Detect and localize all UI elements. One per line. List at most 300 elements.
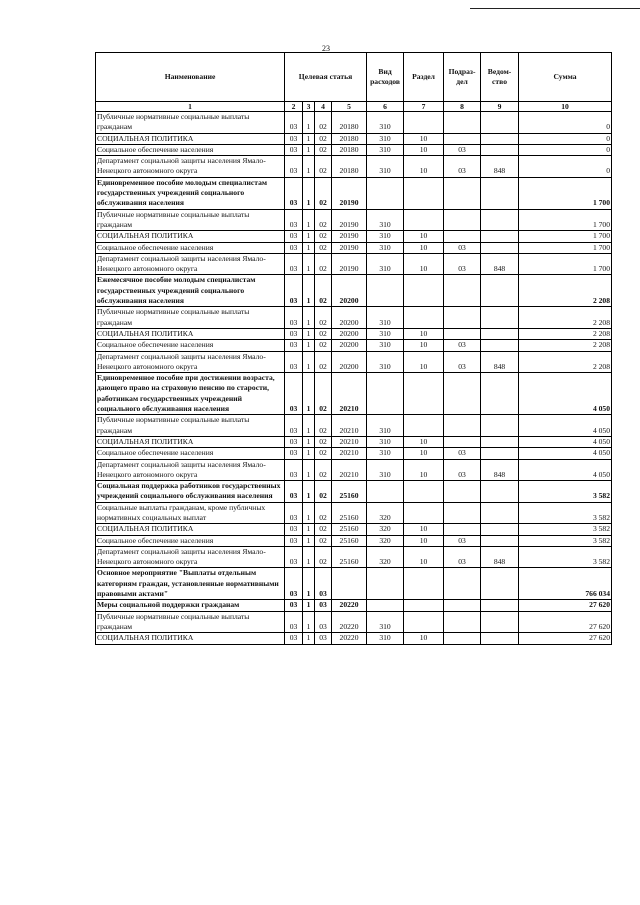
target-article-program: 03 bbox=[285, 112, 303, 134]
table-row bbox=[96, 156, 612, 178]
expense-type-code: 310 bbox=[367, 144, 404, 155]
page-number: 23 bbox=[322, 44, 330, 53]
column-number: 6 bbox=[367, 102, 404, 112]
table-row bbox=[96, 275, 612, 307]
department-code bbox=[481, 231, 519, 242]
target-article-event: 02 bbox=[315, 177, 332, 209]
target-article-event: 02 bbox=[315, 307, 332, 329]
expense-type-code: 320 bbox=[367, 524, 404, 535]
subsection-code bbox=[444, 307, 481, 329]
target-article-direction: 20200 bbox=[332, 328, 367, 339]
table-row bbox=[96, 568, 612, 600]
amount-value: 3 582 bbox=[519, 524, 612, 535]
row-name: Основное мероприятие "Выплаты отдельным категориям граждан, установленные нормативными правовыми актами" bbox=[96, 568, 285, 600]
amount-value: 3 582 bbox=[519, 481, 612, 503]
department-code bbox=[481, 436, 519, 447]
row-name: Социальные выплаты гражданам, кроме публичных нормативных социальных выплат bbox=[96, 502, 285, 524]
target-article-subprogram: 1 bbox=[303, 340, 315, 351]
target-article-event: 02 bbox=[315, 242, 332, 253]
target-article-program: 03 bbox=[285, 481, 303, 503]
target-article-program: 03 bbox=[285, 253, 303, 275]
column-number: 10 bbox=[519, 102, 612, 112]
table-row bbox=[96, 633, 612, 644]
department-code bbox=[481, 502, 519, 524]
department-code bbox=[481, 633, 519, 644]
target-article-direction: 20210 bbox=[332, 436, 367, 447]
amount-value: 2 208 bbox=[519, 328, 612, 339]
column-number: 5 bbox=[332, 102, 367, 112]
target-article-program: 03 bbox=[285, 177, 303, 209]
amount-value: 4 050 bbox=[519, 373, 612, 415]
table-row bbox=[96, 307, 612, 329]
section-code bbox=[404, 568, 444, 600]
target-article-event: 02 bbox=[315, 340, 332, 351]
row-name: СОЦИАЛЬНАЯ ПОЛИТИКА bbox=[96, 633, 285, 644]
target-article-program: 03 bbox=[285, 436, 303, 447]
expense-type-code: 320 bbox=[367, 502, 404, 524]
table-row bbox=[96, 546, 612, 568]
subsection-code: 03 bbox=[444, 156, 481, 178]
target-article-direction: 25160 bbox=[332, 502, 367, 524]
expense-type-code: 310 bbox=[367, 415, 404, 437]
amount-value: 4 050 bbox=[519, 459, 612, 481]
amount-value: 2 208 bbox=[519, 340, 612, 351]
amount-value: 4 050 bbox=[519, 448, 612, 459]
table-row bbox=[96, 177, 612, 209]
target-article-program: 03 bbox=[285, 156, 303, 178]
table-row bbox=[96, 133, 612, 144]
row-name: СОЦИАЛЬНАЯ ПОЛИТИКА bbox=[96, 231, 285, 242]
target-article-direction: 20210 bbox=[332, 459, 367, 481]
target-article-subprogram: 1 bbox=[303, 307, 315, 329]
target-article-subprogram: 1 bbox=[303, 253, 315, 275]
target-article-event: 02 bbox=[315, 436, 332, 447]
header-subsection: Подраз-дел bbox=[444, 53, 481, 102]
header-row bbox=[96, 53, 612, 102]
row-name: Социальное обеспечение населения bbox=[96, 144, 285, 155]
target-article-event: 02 bbox=[315, 156, 332, 178]
subsection-code bbox=[444, 600, 481, 611]
target-article-program: 03 bbox=[285, 415, 303, 437]
subsection-code bbox=[444, 502, 481, 524]
target-article-event: 02 bbox=[315, 535, 332, 546]
expense-type-code: 310 bbox=[367, 156, 404, 178]
expense-type-code bbox=[367, 275, 404, 307]
target-article-program: 03 bbox=[285, 340, 303, 351]
expense-type-code: 310 bbox=[367, 611, 404, 633]
department-code bbox=[481, 209, 519, 231]
table-row bbox=[96, 231, 612, 242]
subsection-code bbox=[444, 481, 481, 503]
amount-value: 2 208 bbox=[519, 275, 612, 307]
section-code: 10 bbox=[404, 340, 444, 351]
table-row bbox=[96, 524, 612, 535]
target-article-direction: 20200 bbox=[332, 275, 367, 307]
section-code: 10 bbox=[404, 351, 444, 373]
row-name: СОЦИАЛЬНАЯ ПОЛИТИКА bbox=[96, 328, 285, 339]
target-article-subprogram: 1 bbox=[303, 177, 315, 209]
table-row bbox=[96, 144, 612, 155]
amount-value: 2 208 bbox=[519, 351, 612, 373]
table-row bbox=[96, 502, 612, 524]
target-article-event: 02 bbox=[315, 133, 332, 144]
target-article-subprogram: 1 bbox=[303, 112, 315, 134]
column-number: 2 bbox=[285, 102, 303, 112]
department-code bbox=[481, 448, 519, 459]
target-article-subprogram: 1 bbox=[303, 600, 315, 611]
department-code bbox=[481, 373, 519, 415]
expense-type-code: 310 bbox=[367, 133, 404, 144]
row-name: Меры социальной поддержки гражданам bbox=[96, 600, 285, 611]
column-number: 9 bbox=[481, 102, 519, 112]
expense-type-code: 310 bbox=[367, 633, 404, 644]
subsection-code bbox=[444, 275, 481, 307]
section-code: 10 bbox=[404, 242, 444, 253]
subsection-code: 03 bbox=[444, 546, 481, 568]
subsection-code bbox=[444, 373, 481, 415]
target-article-program: 03 bbox=[285, 502, 303, 524]
section-code bbox=[404, 209, 444, 231]
target-article-event: 02 bbox=[315, 415, 332, 437]
amount-value: 4 050 bbox=[519, 436, 612, 447]
target-article-program: 03 bbox=[285, 448, 303, 459]
row-name: Публичные нормативные социальные выплаты гражданам bbox=[96, 307, 285, 329]
target-article-event: 02 bbox=[315, 328, 332, 339]
target-article-program: 03 bbox=[285, 633, 303, 644]
target-article-direction: 20200 bbox=[332, 307, 367, 329]
target-article-direction: 20190 bbox=[332, 209, 367, 231]
amount-value: 1 700 bbox=[519, 242, 612, 253]
target-article-subprogram: 1 bbox=[303, 373, 315, 415]
amount-value: 3 582 bbox=[519, 535, 612, 546]
subsection-code: 03 bbox=[444, 340, 481, 351]
target-article-program: 03 bbox=[285, 524, 303, 535]
subsection-code: 03 bbox=[444, 144, 481, 155]
amount-value: 3 582 bbox=[519, 546, 612, 568]
department-code bbox=[481, 611, 519, 633]
table-row bbox=[96, 600, 612, 611]
target-article-event: 02 bbox=[315, 481, 332, 503]
section-code: 10 bbox=[404, 144, 444, 155]
target-article-direction: 25160 bbox=[332, 524, 367, 535]
subsection-code bbox=[444, 133, 481, 144]
row-name: Департамент социальной защиты населения Ямало-Ненецкого автономного округа bbox=[96, 156, 285, 178]
column-number: 4 bbox=[315, 102, 332, 112]
column-number: 7 bbox=[404, 102, 444, 112]
row-name: Департамент социальной защиты населения Ямало-Ненецкого автономного округа bbox=[96, 459, 285, 481]
department-code: 848 bbox=[481, 156, 519, 178]
expense-type-code: 310 bbox=[367, 307, 404, 329]
table-row bbox=[96, 373, 612, 415]
expense-type-code bbox=[367, 568, 404, 600]
row-name: Социальное обеспечение населения bbox=[96, 535, 285, 546]
target-article-event: 02 bbox=[315, 275, 332, 307]
row-name: Публичные нормативные социальные выплаты гражданам bbox=[96, 112, 285, 134]
target-article-program: 03 bbox=[285, 307, 303, 329]
table-row bbox=[96, 112, 612, 134]
table-row bbox=[96, 459, 612, 481]
target-article-program: 03 bbox=[285, 133, 303, 144]
department-code bbox=[481, 242, 519, 253]
target-article-subprogram: 1 bbox=[303, 242, 315, 253]
department-code bbox=[481, 415, 519, 437]
section-code: 10 bbox=[404, 436, 444, 447]
row-name: Публичные нормативные социальные выплаты гражданам bbox=[96, 415, 285, 437]
table-row bbox=[96, 242, 612, 253]
section-code: 10 bbox=[404, 546, 444, 568]
header-target-article: Целевая статья bbox=[285, 53, 367, 102]
target-article-direction: 25160 bbox=[332, 535, 367, 546]
section-code: 10 bbox=[404, 328, 444, 339]
target-article-event: 03 bbox=[315, 611, 332, 633]
department-code bbox=[481, 481, 519, 503]
target-article-event: 02 bbox=[315, 459, 332, 481]
target-article-program: 03 bbox=[285, 209, 303, 231]
section-code: 10 bbox=[404, 633, 444, 644]
column-number-row bbox=[96, 102, 612, 112]
amount-value: 1 700 bbox=[519, 253, 612, 275]
target-article-program: 03 bbox=[285, 328, 303, 339]
department-code: 848 bbox=[481, 546, 519, 568]
department-code bbox=[481, 535, 519, 546]
header-name: Наименование bbox=[96, 53, 285, 102]
target-article-direction: 20180 bbox=[332, 156, 367, 178]
expense-type-code: 310 bbox=[367, 340, 404, 351]
subsection-code bbox=[444, 524, 481, 535]
table-row bbox=[96, 328, 612, 339]
row-name: СОЦИАЛЬНАЯ ПОЛИТИКА bbox=[96, 436, 285, 447]
header-amount: Сумма bbox=[519, 53, 612, 102]
department-code: 848 bbox=[481, 459, 519, 481]
amount-value: 766 034 bbox=[519, 568, 612, 600]
target-article-program: 03 bbox=[285, 535, 303, 546]
target-article-direction: 20190 bbox=[332, 177, 367, 209]
column-number: 3 bbox=[303, 102, 315, 112]
section-code: 10 bbox=[404, 535, 444, 546]
target-article-direction: 20200 bbox=[332, 351, 367, 373]
target-article-direction: 20190 bbox=[332, 242, 367, 253]
row-name: Социальное обеспечение населения bbox=[96, 242, 285, 253]
table-body bbox=[96, 112, 612, 645]
row-name: Публичные нормативные социальные выплаты гражданам bbox=[96, 209, 285, 231]
section-code: 10 bbox=[404, 448, 444, 459]
subsection-code: 03 bbox=[444, 351, 481, 373]
expense-type-code bbox=[367, 177, 404, 209]
table-row bbox=[96, 351, 612, 373]
top-rule bbox=[470, 8, 640, 9]
target-article-subprogram: 1 bbox=[303, 546, 315, 568]
target-article-subprogram: 1 bbox=[303, 328, 315, 339]
amount-value: 1 700 bbox=[519, 209, 612, 231]
row-name: СОЦИАЛЬНАЯ ПОЛИТИКА bbox=[96, 133, 285, 144]
amount-value: 1 700 bbox=[519, 177, 612, 209]
subsection-code bbox=[444, 209, 481, 231]
header-expense-type: Вид расходов bbox=[367, 53, 404, 102]
target-article-event: 02 bbox=[315, 524, 332, 535]
table-row bbox=[96, 209, 612, 231]
subsection-code: 03 bbox=[444, 448, 481, 459]
table-row bbox=[96, 436, 612, 447]
subsection-code bbox=[444, 231, 481, 242]
amount-value: 27 620 bbox=[519, 600, 612, 611]
department-code bbox=[481, 112, 519, 134]
target-article-program: 03 bbox=[285, 568, 303, 600]
target-article-program: 03 bbox=[285, 231, 303, 242]
row-name: Единовременное пособие молодым специалистам государственных учреждений социального обслуживания населения bbox=[96, 177, 285, 209]
section-code bbox=[404, 177, 444, 209]
amount-value: 4 050 bbox=[519, 415, 612, 437]
amount-value: 1 700 bbox=[519, 231, 612, 242]
target-article-direction: 20180 bbox=[332, 112, 367, 134]
target-article-direction bbox=[332, 568, 367, 600]
section-code bbox=[404, 307, 444, 329]
subsection-code: 03 bbox=[444, 253, 481, 275]
target-article-subprogram: 1 bbox=[303, 611, 315, 633]
expense-type-code bbox=[367, 600, 404, 611]
table-row bbox=[96, 340, 612, 351]
section-code: 10 bbox=[404, 133, 444, 144]
amount-value: 27 620 bbox=[519, 633, 612, 644]
section-code bbox=[404, 275, 444, 307]
section-code bbox=[404, 502, 444, 524]
target-article-program: 03 bbox=[285, 600, 303, 611]
expense-type-code: 310 bbox=[367, 459, 404, 481]
target-article-event: 02 bbox=[315, 112, 332, 134]
amount-value: 0 bbox=[519, 112, 612, 134]
expense-type-code: 310 bbox=[367, 231, 404, 242]
target-article-subprogram: 1 bbox=[303, 502, 315, 524]
row-name: Публичные нормативные социальные выплаты гражданам bbox=[96, 611, 285, 633]
table-row bbox=[96, 448, 612, 459]
target-article-event: 03 bbox=[315, 633, 332, 644]
section-code bbox=[404, 112, 444, 134]
row-name: Социальная поддержка работников государственных учреждений социального обслуживания населения bbox=[96, 481, 285, 503]
target-article-program: 03 bbox=[285, 373, 303, 415]
section-code bbox=[404, 373, 444, 415]
section-code: 10 bbox=[404, 524, 444, 535]
row-name: Департамент социальной защиты населения Ямало-Ненецкого автономного округа bbox=[96, 253, 285, 275]
target-article-direction: 20220 bbox=[332, 611, 367, 633]
row-name: Единовременное пособие при достижении возраста, дающего право на страховую пенсию по старости, работникам государственных учреждений социального обслуживания населения bbox=[96, 373, 285, 415]
target-article-subprogram: 1 bbox=[303, 524, 315, 535]
expense-type-code: 310 bbox=[367, 209, 404, 231]
target-article-direction: 20210 bbox=[332, 448, 367, 459]
section-code bbox=[404, 415, 444, 437]
target-article-direction: 25160 bbox=[332, 546, 367, 568]
department-code bbox=[481, 275, 519, 307]
expense-type-code bbox=[367, 481, 404, 503]
target-article-subprogram: 1 bbox=[303, 535, 315, 546]
amount-value: 0 bbox=[519, 144, 612, 155]
subsection-code bbox=[444, 328, 481, 339]
target-article-program: 03 bbox=[285, 351, 303, 373]
target-article-event: 02 bbox=[315, 373, 332, 415]
expense-type-code: 310 bbox=[367, 112, 404, 134]
table-row bbox=[96, 415, 612, 437]
section-code: 10 bbox=[404, 156, 444, 178]
target-article-direction: 25160 bbox=[332, 481, 367, 503]
target-article-direction: 20180 bbox=[332, 133, 367, 144]
section-code bbox=[404, 481, 444, 503]
target-article-event: 02 bbox=[315, 144, 332, 155]
header-section: Раздел bbox=[404, 53, 444, 102]
department-code: 848 bbox=[481, 351, 519, 373]
target-article-direction: 20200 bbox=[332, 340, 367, 351]
target-article-program: 03 bbox=[285, 546, 303, 568]
table-row bbox=[96, 611, 612, 633]
subsection-code: 03 bbox=[444, 535, 481, 546]
amount-value: 27 620 bbox=[519, 611, 612, 633]
department-code bbox=[481, 568, 519, 600]
row-name: Социальное обеспечение населения bbox=[96, 340, 285, 351]
expense-type-code bbox=[367, 373, 404, 415]
target-article-subprogram: 1 bbox=[303, 275, 315, 307]
subsection-code bbox=[444, 177, 481, 209]
section-code: 10 bbox=[404, 253, 444, 275]
target-article-event: 02 bbox=[315, 546, 332, 568]
subsection-code bbox=[444, 436, 481, 447]
department-code bbox=[481, 524, 519, 535]
department-code bbox=[481, 144, 519, 155]
department-code bbox=[481, 600, 519, 611]
target-article-program: 03 bbox=[285, 611, 303, 633]
target-article-direction: 20210 bbox=[332, 415, 367, 437]
target-article-direction: 20220 bbox=[332, 600, 367, 611]
target-article-subprogram: 1 bbox=[303, 448, 315, 459]
target-article-subprogram: 1 bbox=[303, 209, 315, 231]
target-article-subprogram: 1 bbox=[303, 436, 315, 447]
table-row bbox=[96, 253, 612, 275]
department-code bbox=[481, 307, 519, 329]
row-name: СОЦИАЛЬНАЯ ПОЛИТИКА bbox=[96, 524, 285, 535]
target-article-event: 03 bbox=[315, 600, 332, 611]
target-article-subprogram: 1 bbox=[303, 459, 315, 481]
amount-value: 3 582 bbox=[519, 502, 612, 524]
subsection-code: 03 bbox=[444, 242, 481, 253]
target-article-event: 02 bbox=[315, 253, 332, 275]
expense-type-code: 310 bbox=[367, 328, 404, 339]
target-article-program: 03 bbox=[285, 459, 303, 481]
expense-type-code: 320 bbox=[367, 535, 404, 546]
amount-value: 0 bbox=[519, 133, 612, 144]
department-code bbox=[481, 133, 519, 144]
target-article-event: 02 bbox=[315, 448, 332, 459]
header-department: Ведом-ство bbox=[481, 53, 519, 102]
section-code bbox=[404, 611, 444, 633]
expense-type-code: 310 bbox=[367, 351, 404, 373]
table-row bbox=[96, 535, 612, 546]
target-article-subprogram: 1 bbox=[303, 481, 315, 503]
target-article-program: 03 bbox=[285, 275, 303, 307]
row-name: Департамент социальной защиты населения Ямало-Ненецкого автономного округа bbox=[96, 546, 285, 568]
expense-type-code: 310 bbox=[367, 242, 404, 253]
target-article-subprogram: 1 bbox=[303, 415, 315, 437]
subsection-code bbox=[444, 112, 481, 134]
target-article-program: 03 bbox=[285, 144, 303, 155]
amount-value: 0 bbox=[519, 156, 612, 178]
target-article-event: 02 bbox=[315, 502, 332, 524]
target-article-subprogram: 1 bbox=[303, 568, 315, 600]
target-article-subprogram: 1 bbox=[303, 633, 315, 644]
subsection-code: 03 bbox=[444, 459, 481, 481]
target-article-subprogram: 1 bbox=[303, 351, 315, 373]
subsection-code bbox=[444, 415, 481, 437]
department-code bbox=[481, 328, 519, 339]
target-article-subprogram: 1 bbox=[303, 144, 315, 155]
target-article-event: 03 bbox=[315, 568, 332, 600]
section-code bbox=[404, 600, 444, 611]
subsection-code bbox=[444, 568, 481, 600]
